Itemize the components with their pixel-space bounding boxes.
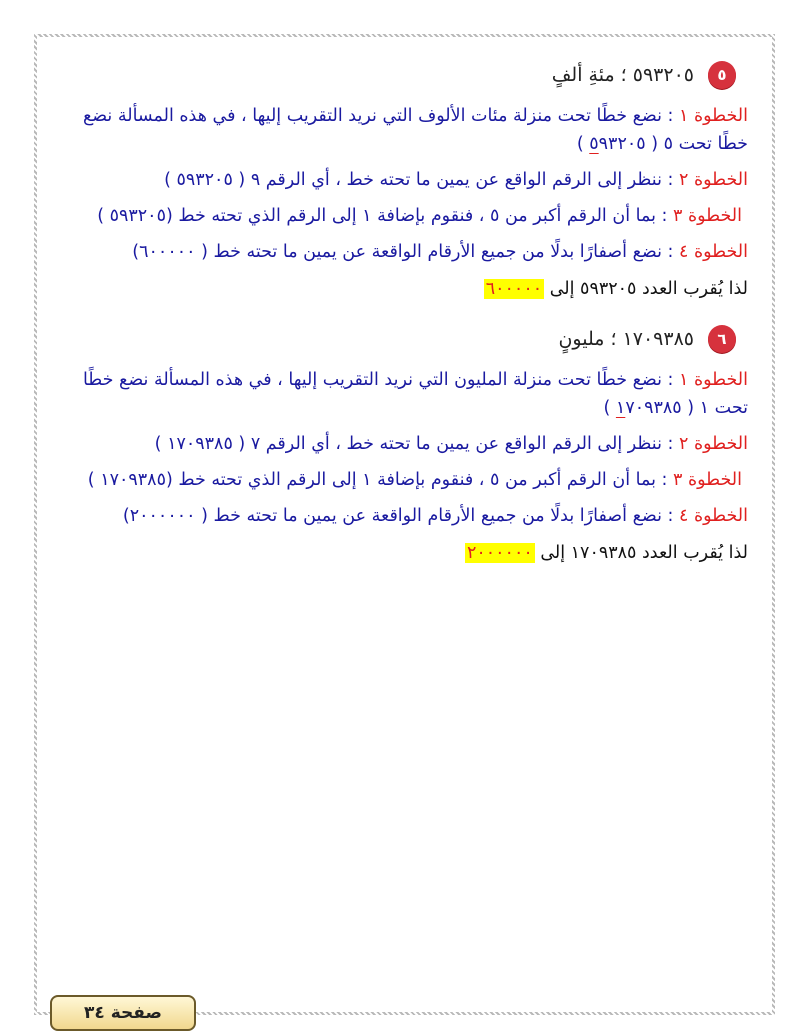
worksheet-content: [58, 54, 748, 582]
conclusion-text: لذا يُقرب العدد ١٧٠٩٣٨٥ إلى: [534, 543, 748, 563]
step-text: : نضع أصفارًا بدلًا من جميع الأرقام الواقعة عن يمين ما تحته خط ( ٦٠٠٠٠٠): [132, 242, 679, 262]
step-label: الخطوة ٢: [678, 434, 748, 454]
problem-number-badge: ٦: [708, 325, 736, 353]
step-1: [58, 102, 748, 158]
step-label: الخطوة ٤: [678, 242, 748, 262]
step-text: : نضع أصفارًا بدلًا من جميع الأرقام الواقعة عن يمين ما تحته خط ( ٢٠٠٠٠٠٠): [122, 506, 679, 526]
underlined-digit: ١: [615, 398, 626, 418]
step-label: الخطوة ٣: [672, 470, 742, 490]
step-text: : نضع خطًا تحت منزلة مئات الألوف التي نريد التقريب إليها ، في هذه المسألة نضع خطًا تحت ٥ (: [82, 106, 748, 154]
step-2: [58, 166, 748, 194]
problem-header: [58, 54, 736, 96]
step-2: [58, 430, 748, 458]
conclusion: [58, 274, 748, 304]
step-text: : ننظر إلى الرقم الواقع عن يمين ما تحته خط ، أي الرقم ٩ ( ٥٩٣٢٠٥ ): [164, 170, 679, 190]
step-label: الخطوة ٤: [678, 506, 748, 526]
underlined-digit: ٥: [589, 134, 599, 154]
problem-statement: ١٧٠٩٣٨٥ ؛ مليونٍ: [558, 328, 694, 350]
step-text: : بما أن الرقم أكبر من ٥ ، فنقوم بإضافة ١ إلى الرقم الذي تحته خط (١٧٠٩٣٨٥ ): [87, 470, 673, 490]
problem-number-badge: ٥: [708, 61, 736, 89]
page-number-tab: [50, 995, 196, 1031]
step-label: الخطوة ١: [678, 106, 748, 126]
conclusion: [58, 538, 748, 568]
step-3: [58, 466, 748, 494]
step-label: الخطوة ٢: [678, 170, 748, 190]
step-3: [58, 202, 748, 230]
step-text: : نضع خطًا تحت منزلة المليون التي نريد التقريب إليها ، في هذه المسألة نضع خطًا تحت ١ (: [82, 370, 748, 418]
problem-header: [58, 318, 736, 360]
page-number-label: صفحة ٣٤: [84, 1003, 162, 1023]
step-text: : بما أن الرقم أكبر من ٥ ، فنقوم بإضافة ١ إلى الرقم الذي تحته خط (٥٩٣٢٠٥ ): [97, 206, 673, 226]
rounded-result: ٦٠٠٠٠٠: [485, 279, 543, 299]
step-4: [58, 502, 748, 530]
conclusion-text: لذا يُقرب العدد ٥٩٣٢٠٥ إلى: [544, 279, 748, 299]
step-text-tail: ٧٠٩٣٨٥ ): [603, 398, 682, 418]
step-label: الخطوة ٣: [672, 206, 742, 226]
step-label: الخطوة ١: [678, 370, 748, 390]
rounded-result: ٢٠٠٠٠٠٠: [466, 543, 533, 563]
step-text-tail: ٩٣٢٠٥ ): [576, 134, 646, 154]
step-text: : ننظر إلى الرقم الواقع عن يمين ما تحته خط ، أي الرقم ٧ ( ١٧٠٩٣٨٥ ): [154, 434, 679, 454]
problem-statement: ٥٩٣٢٠٥ ؛ مئةِ ألفٍ: [551, 64, 694, 86]
step-4: [58, 238, 748, 266]
step-1: [58, 366, 748, 422]
